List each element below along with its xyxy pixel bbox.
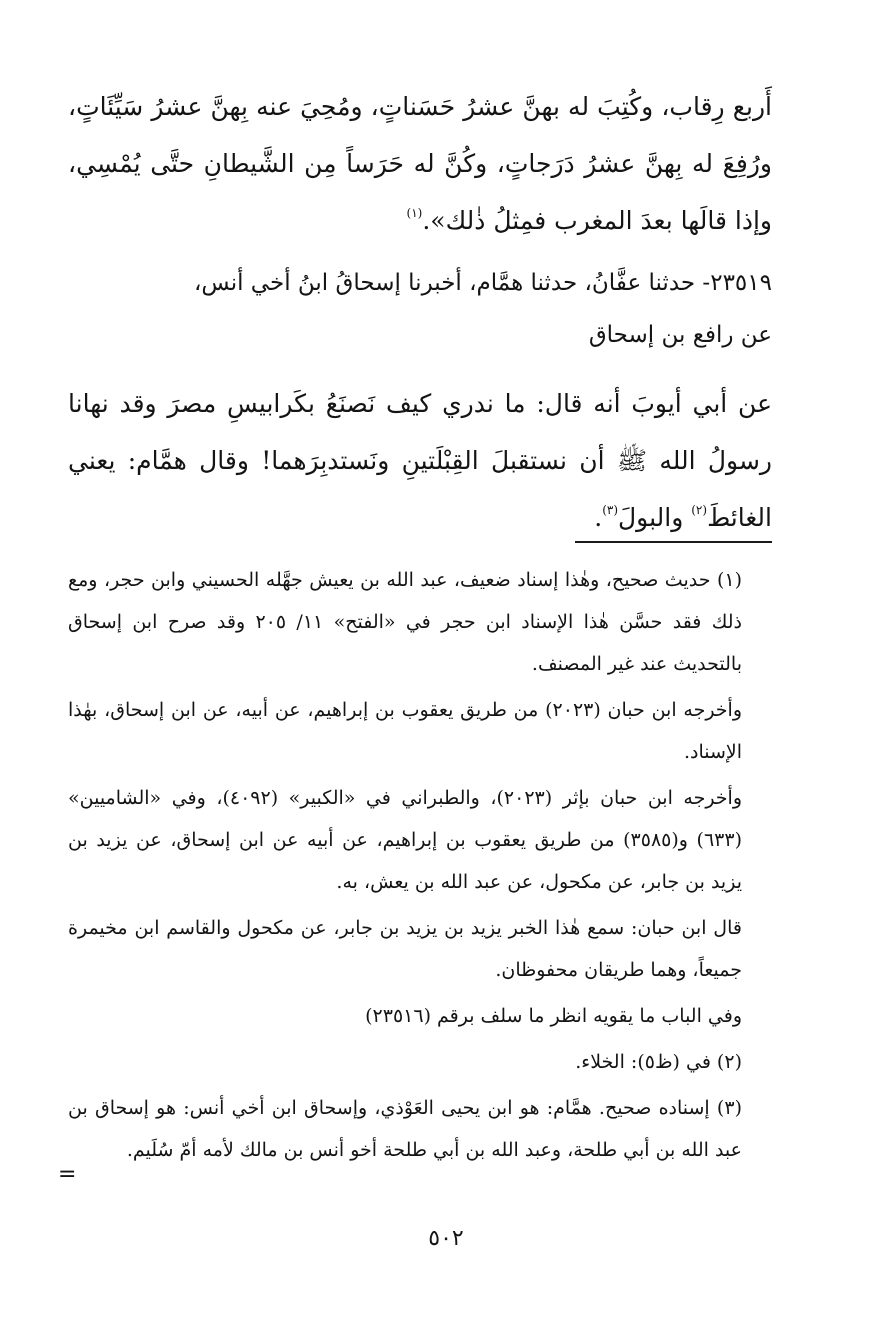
main-text xyxy=(68,78,772,546)
footnote-3: (٣) إسناده صحيح. همَّام: هو ابن يحيى العَوْذي، وإسحاق ابن أخي أنس: هو إسحاق بن عبد الله بن أبي طلحة، وعبد الله بن أبي طلحة أخو أنس بن مالك لأمه أمّ سُلَيم. xyxy=(68,1097,742,1161)
hadith-matn: عن أبي أيوبَ أنه قال: ما ندري كيف نَصنَعُ بكَرابيسِ مصرَ وقد نهانا رسولُ الله ﷺ أن نستقبلَ القِبْلَتينِ ونَستدبِرَهما! وقال همَّام: يعني الغائطَ$^{(٢)}$ والبولَ$^{(٣)}$. xyxy=(68,389,772,532)
footnote-ref-2[interactable]: (٢) xyxy=(691,503,708,517)
footnote-ref-3[interactable]: (٣) xyxy=(602,503,619,517)
footnote-2: (٢) في (ظ٥): الخلاء. xyxy=(575,1051,742,1073)
continued-hadith-text: أَربع رِقاب، وكُتِبَ له بهنَّ عشرُ حَسَناتٍ، ومُحِيَ عنه بِهنَّ عشرُ سَيِّئَاتٍ، ورُفِعَ له بِهنَّ عشرُ دَرَجاتٍ، وكُنَّ له حَرَساً مِن الشَّيطانِ حتَّى يُمْسِي، وإذا قالَها بعدَ المغرب فمِثلُ ذٰلك».$^{(١)}$ xyxy=(68,92,772,235)
continuation-mark: = xyxy=(58,1162,77,1187)
page-number: ٥٠٢ xyxy=(428,1226,464,1251)
footnotes-section xyxy=(68,559,772,1171)
footnote-1-supporting: وفي الباب ما يقويه انظر ما سلف برقم (٢٣٥١٦) xyxy=(365,1005,742,1027)
footnote-separator xyxy=(575,541,772,543)
footnote-1-ibn-hibban-comment: قال ابن حبان: سمع هٰذا الخبر يزيد بن يزيد بن جابر، عن مكحول والقاسم ابن مخيمرة جميعاً، وهما طريقان محفوظان. xyxy=(68,917,742,981)
hadith-chain-end: عن رافع بن إسحاق xyxy=(588,322,772,348)
footnote-1: (١) حديث صحيح، وهٰذا إسناد ضعيف، عبد الله بن يعيش جهَّله الحسيني وابن حجر، ومع ذلك فقد حسَّن هٰذا الإسناد ابن حجر في «الفتح» ١١/ ٢٠٥ وقد صرح ابن إسحاق بالتحديث عند غير المصنف. xyxy=(68,569,742,675)
footnote-1-takhrij-1: وأخرجه ابن حبان (٢٠٢٣) من طريق يعقوب بن إبراهيم، عن أبيه، عن ابن إسحاق، بهٰذا الإسناد. xyxy=(68,699,743,763)
hadith-chain-start: ٢٣٥١٩- حدثنا عفَّانُ، حدثنا همَّام، أخبرنا إسحاقُ ابنُ أخي أنس، xyxy=(193,270,772,296)
footnote-ref-1[interactable]: (١) xyxy=(406,206,423,220)
footnote-1-takhrij-2: وأخرجه ابن حبان بإثر (٢٠٢٣)، والطبراني في «الكبير» (٤٠٩٢)، وفي «الشاميين» (٦٣٣) و(٣٥٨٥) من طريق يعقوب بن إبراهيم، عن أبيه عن ابن إسحاق، عن يزيد بن يزيد بن جابر، عن مكحول، عن عبد الله بن يعش، به. xyxy=(68,787,743,893)
